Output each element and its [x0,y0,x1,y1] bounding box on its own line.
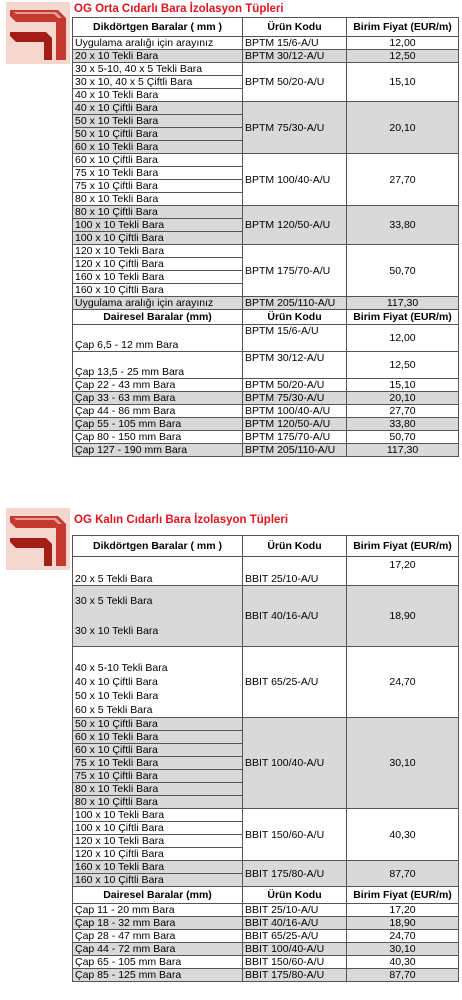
dimension-cell [73,647,243,662]
round-dimension-cell: Çap 22 - 43 mm Bara [73,379,243,392]
price-cell: 12,00 [347,325,459,352]
table-row [73,418,459,431]
product-code-cell: BPTM 75/30-A/U [243,392,347,405]
table-row [73,50,459,63]
product-code-cell: BPTM 30/12-A/U [243,50,347,63]
header-unit-price: Birim Fiyat (EUR/m) [347,310,459,325]
product-code-cell: BPTM 175/70-A/U [243,431,347,444]
table-row [73,809,459,822]
table-row [73,943,459,956]
table-row [73,956,459,969]
product-code-cell: BPTM 120/50-A/U [243,206,347,245]
dimension-cell: 75 x 10 Çiftli Bara [73,770,243,783]
header-round-dimensions: Dairesel Baralar (mm) [73,887,243,904]
dimension-cell: 50 x 10 Tekli Bara [73,115,243,128]
price-cell: 40,30 [347,956,459,969]
table-row [73,861,459,874]
dimension-cell: 100 x 10 Çiftli Bara [73,232,243,245]
price-cell: 117,30 [347,297,459,310]
round-dimension-cell: Çap 18 - 32 mm Bara [73,917,243,930]
dimension-cell: 30 x 10, 40 x 5 Çiftli Bara [73,76,243,89]
busbar-logo-icon [6,2,70,64]
header-product-code: Ürün Kodu [243,310,347,325]
dimension-cell: 100 x 10 Çiftli Bara [73,822,243,835]
product-code-cell: BPTM 100/40-A/U [243,154,347,206]
table-row [73,431,459,444]
section1-title: OG Orta Cıdarlı Bara İzolasyon Tüpleri [74,3,284,15]
product-code-cell: BBIT 100/40-A/U [243,943,347,956]
product-code-cell: BBIT 65/25-A/U [243,930,347,943]
header-product-code: Ürün Kodu [243,18,347,37]
table-row [73,37,459,50]
table-row [73,154,459,167]
dimension-cell: 100 x 10 Tekli Bara [73,219,243,232]
dimension-cell: Uygulama aralığı için arayınız [73,297,243,310]
dimension-cell: 120 x 10 Tekli Bara [73,245,243,258]
product-code-cell: BBIT 100/40-A/U [243,718,347,809]
round-dimension-cell: Çap 13,5 - 25 mm Bara [73,352,243,379]
section2-table [72,535,459,982]
table-row [73,405,459,418]
price-cell: 33,80 [347,206,459,245]
product-code-cell: BBIT 25/10-A/U [243,557,347,586]
dimension-cell: 40 x 5-10 Tekli Bara [73,661,243,675]
dimension-cell: 160 x 10 Çiftli Bara [73,284,243,297]
price-cell: 20,10 [347,392,459,405]
price-cell: 12,50 [347,50,459,63]
dimension-cell: 75 x 10 Tekli Bara [73,757,243,770]
product-code-cell: BPTM 15/6-A/U [243,325,347,352]
dimension-cell: 80 x 10 Tekli Bara [73,193,243,206]
dimension-cell: 120 x 10 Tekli Bara [73,835,243,848]
dimension-cell: 75 x 10 Çiftli Bara [73,180,243,193]
section2-title: OG Kalın Cıdarlı Bara İzolasyon Tüpleri [74,514,289,526]
price-cell: 30,10 [347,943,459,956]
product-code-cell: BPTM 30/12-A/U [243,352,347,379]
table-row [73,586,459,617]
header-product-code: Ürün Kodu [243,536,347,557]
dimension-cell: 60 x 10 Çiftli Bara [73,744,243,757]
header-unit-price: Birim Fiyat (EUR/m) [347,18,459,37]
price-cell: 24,70 [347,647,459,718]
table-header [73,536,459,557]
price-cell: 50,70 [347,431,459,444]
header-product-code: Ürün Kodu [243,887,347,904]
table-row [73,325,459,352]
product-code-cell: BBIT 40/16-A/U [243,917,347,930]
dimension-cell: 120 x 10 Çiftli Bara [73,848,243,861]
table-row [73,245,459,258]
dimension-cell: 50 x 10 Çiftli Bara [73,128,243,141]
round-dimension-cell: Çap 44 - 86 mm Bara [73,405,243,418]
dimension-cell: 80 x 10 Tekli Bara [73,783,243,796]
table-row [73,930,459,943]
dimension-cell: 60 x 10 Tekli Bara [73,141,243,154]
product-code-cell: BBIT 175/80-A/U [243,969,347,982]
section1-table [72,17,459,457]
price-cell: 17,20 [347,904,459,917]
product-code-cell: BPTM 50/20-A/U [243,63,347,102]
dimension-cell: 160 x 10 Çiftli Bara [73,874,243,887]
round-dimension-cell: Çap 28 - 47 mm Bara [73,930,243,943]
price-cell: 12,00 [347,37,459,50]
header-dimensions: Dikdörtgen Baralar ( mm ) [73,18,243,37]
table-row [73,718,459,731]
dimension-cell: Uygulama aralığı için arayınız [73,37,243,50]
product-code-cell: BBIT 40/16-A/U [243,586,347,647]
product-code-cell: BPTM 205/110-A/U [243,444,347,457]
table-row [73,904,459,917]
dimension-cell: 60 x 10 Çiftli Bara [73,154,243,167]
product-code-cell: BBIT 175/80-A/U [243,861,347,887]
product-code-cell: BBIT 150/60-A/U [243,809,347,861]
price-cell: 15,10 [347,379,459,392]
table-row [73,63,459,76]
price-cell: 18,90 [347,917,459,930]
round-dimension-cell: Çap 127 - 190 mm Bara [73,444,243,457]
dimension-cell: 120 x 10 Çiftli Bara [73,258,243,271]
busbar-logo-icon [6,508,70,570]
dimension-cell: 80 x 10 Çiftli Bara [73,796,243,809]
price-cell: 87,70 [347,861,459,887]
price-cell: 15,10 [347,63,459,102]
round-dimension-cell: Çap 65 - 105 mm Bara [73,956,243,969]
table-row [73,297,459,310]
product-code-cell: BBIT 25/10-A/U [243,904,347,917]
round-dimension-cell: Çap 85 - 125 mm Bara [73,969,243,982]
round-dimension-cell: Çap 55 - 105 mm Bara [73,418,243,431]
table-row [73,917,459,930]
dimension-cell: 80 x 10 Çiftli Bara [73,206,243,219]
dimension-cell: 60 x 10 Tekli Bara [73,731,243,744]
dimension-cell: 160 x 10 Tekli Bara [73,271,243,284]
header-unit-price: Birim Fiyat (EUR/m) [347,536,459,557]
price-cell: 17,20 [347,557,459,586]
dimension-cell: 50 x 10 Çiftli Bara [73,718,243,731]
table-row [73,352,459,379]
dimension-cell: 40 x 10 Çiftli Bara [73,102,243,115]
product-code-cell: BPTM 120/50-A/U [243,418,347,431]
price-cell: 27,70 [347,405,459,418]
dimension-cell: 100 x 10 Tekli Bara [73,809,243,822]
header-unit-price: Birim Fiyat (EUR/m) [347,887,459,904]
product-code-cell: BPTM 50/20-A/U [243,379,347,392]
table-row [73,557,459,586]
round-table-header [73,310,459,325]
dimension-cell: 40 x 10 Tekli Bara [73,89,243,102]
price-cell: 18,90 [347,586,459,647]
round-dimension-cell: Çap 44 - 72 mm Bara [73,943,243,956]
round-dimension-cell: Çap 6,5 - 12 mm Bara [73,325,243,352]
dimension-cell: 30 x 10 Tekli Bara [73,616,243,647]
product-code-cell: BBIT 150/60-A/U [243,956,347,969]
product-code-cell: BPTM 205/110-A/U [243,297,347,310]
table-row [73,206,459,219]
price-cell: 50,70 [347,245,459,297]
dimension-cell: 160 x 10 Tekli Bara [73,861,243,874]
round-dimension-cell: Çap 80 - 150 mm Bara [73,431,243,444]
price-cell: 40,30 [347,809,459,861]
product-code-cell: BPTM 175/70-A/U [243,245,347,297]
table-row [73,102,459,115]
price-cell: 12,50 [347,352,459,379]
product-code-cell: BPTM 75/30-A/U [243,102,347,154]
round-table-header [73,887,459,904]
dimension-cell: 20 x 5 Tekli Bara [73,557,243,586]
dimension-cell: 60 x 5 Tekli Bara [73,703,243,718]
table-header [73,18,459,37]
product-code-cell: BPTM 100/40-A/U [243,405,347,418]
price-cell: 30,10 [347,718,459,809]
dimension-cell: 20 x 10 Tekli Bara [73,50,243,63]
table-row [73,444,459,457]
product-code-cell: BPTM 15/6-A/U [243,37,347,50]
table-row [73,392,459,405]
dimension-cell: 40 x 10 Çiftli Bara [73,675,243,689]
table-row [73,379,459,392]
table-row [73,647,459,662]
price-cell: 87,70 [347,969,459,982]
price-cell: 117,30 [347,444,459,457]
dimension-cell: 30 x 5 Tekli Bara [73,586,243,617]
dimension-cell: 75 x 10 Tekli Bara [73,167,243,180]
header-round-dimensions: Dairesel Baralar (mm) [73,310,243,325]
price-cell: 33,80 [347,418,459,431]
price-cell: 24,70 [347,930,459,943]
dimension-cell: 30 x 5-10, 40 x 5 Tekli Bara [73,63,243,76]
price-cell: 20,10 [347,102,459,154]
table-row [73,969,459,982]
dimension-cell: 50 x 10 Tekli Bara [73,689,243,703]
product-code-cell: BBIT 65/25-A/U [243,647,347,718]
round-dimension-cell: Çap 33 - 63 mm Bara [73,392,243,405]
price-cell: 27,70 [347,154,459,206]
round-dimension-cell: Çap 11 - 20 mm Bara [73,904,243,917]
header-dimensions: Dikdörtgen Baralar ( mm ) [73,536,243,557]
